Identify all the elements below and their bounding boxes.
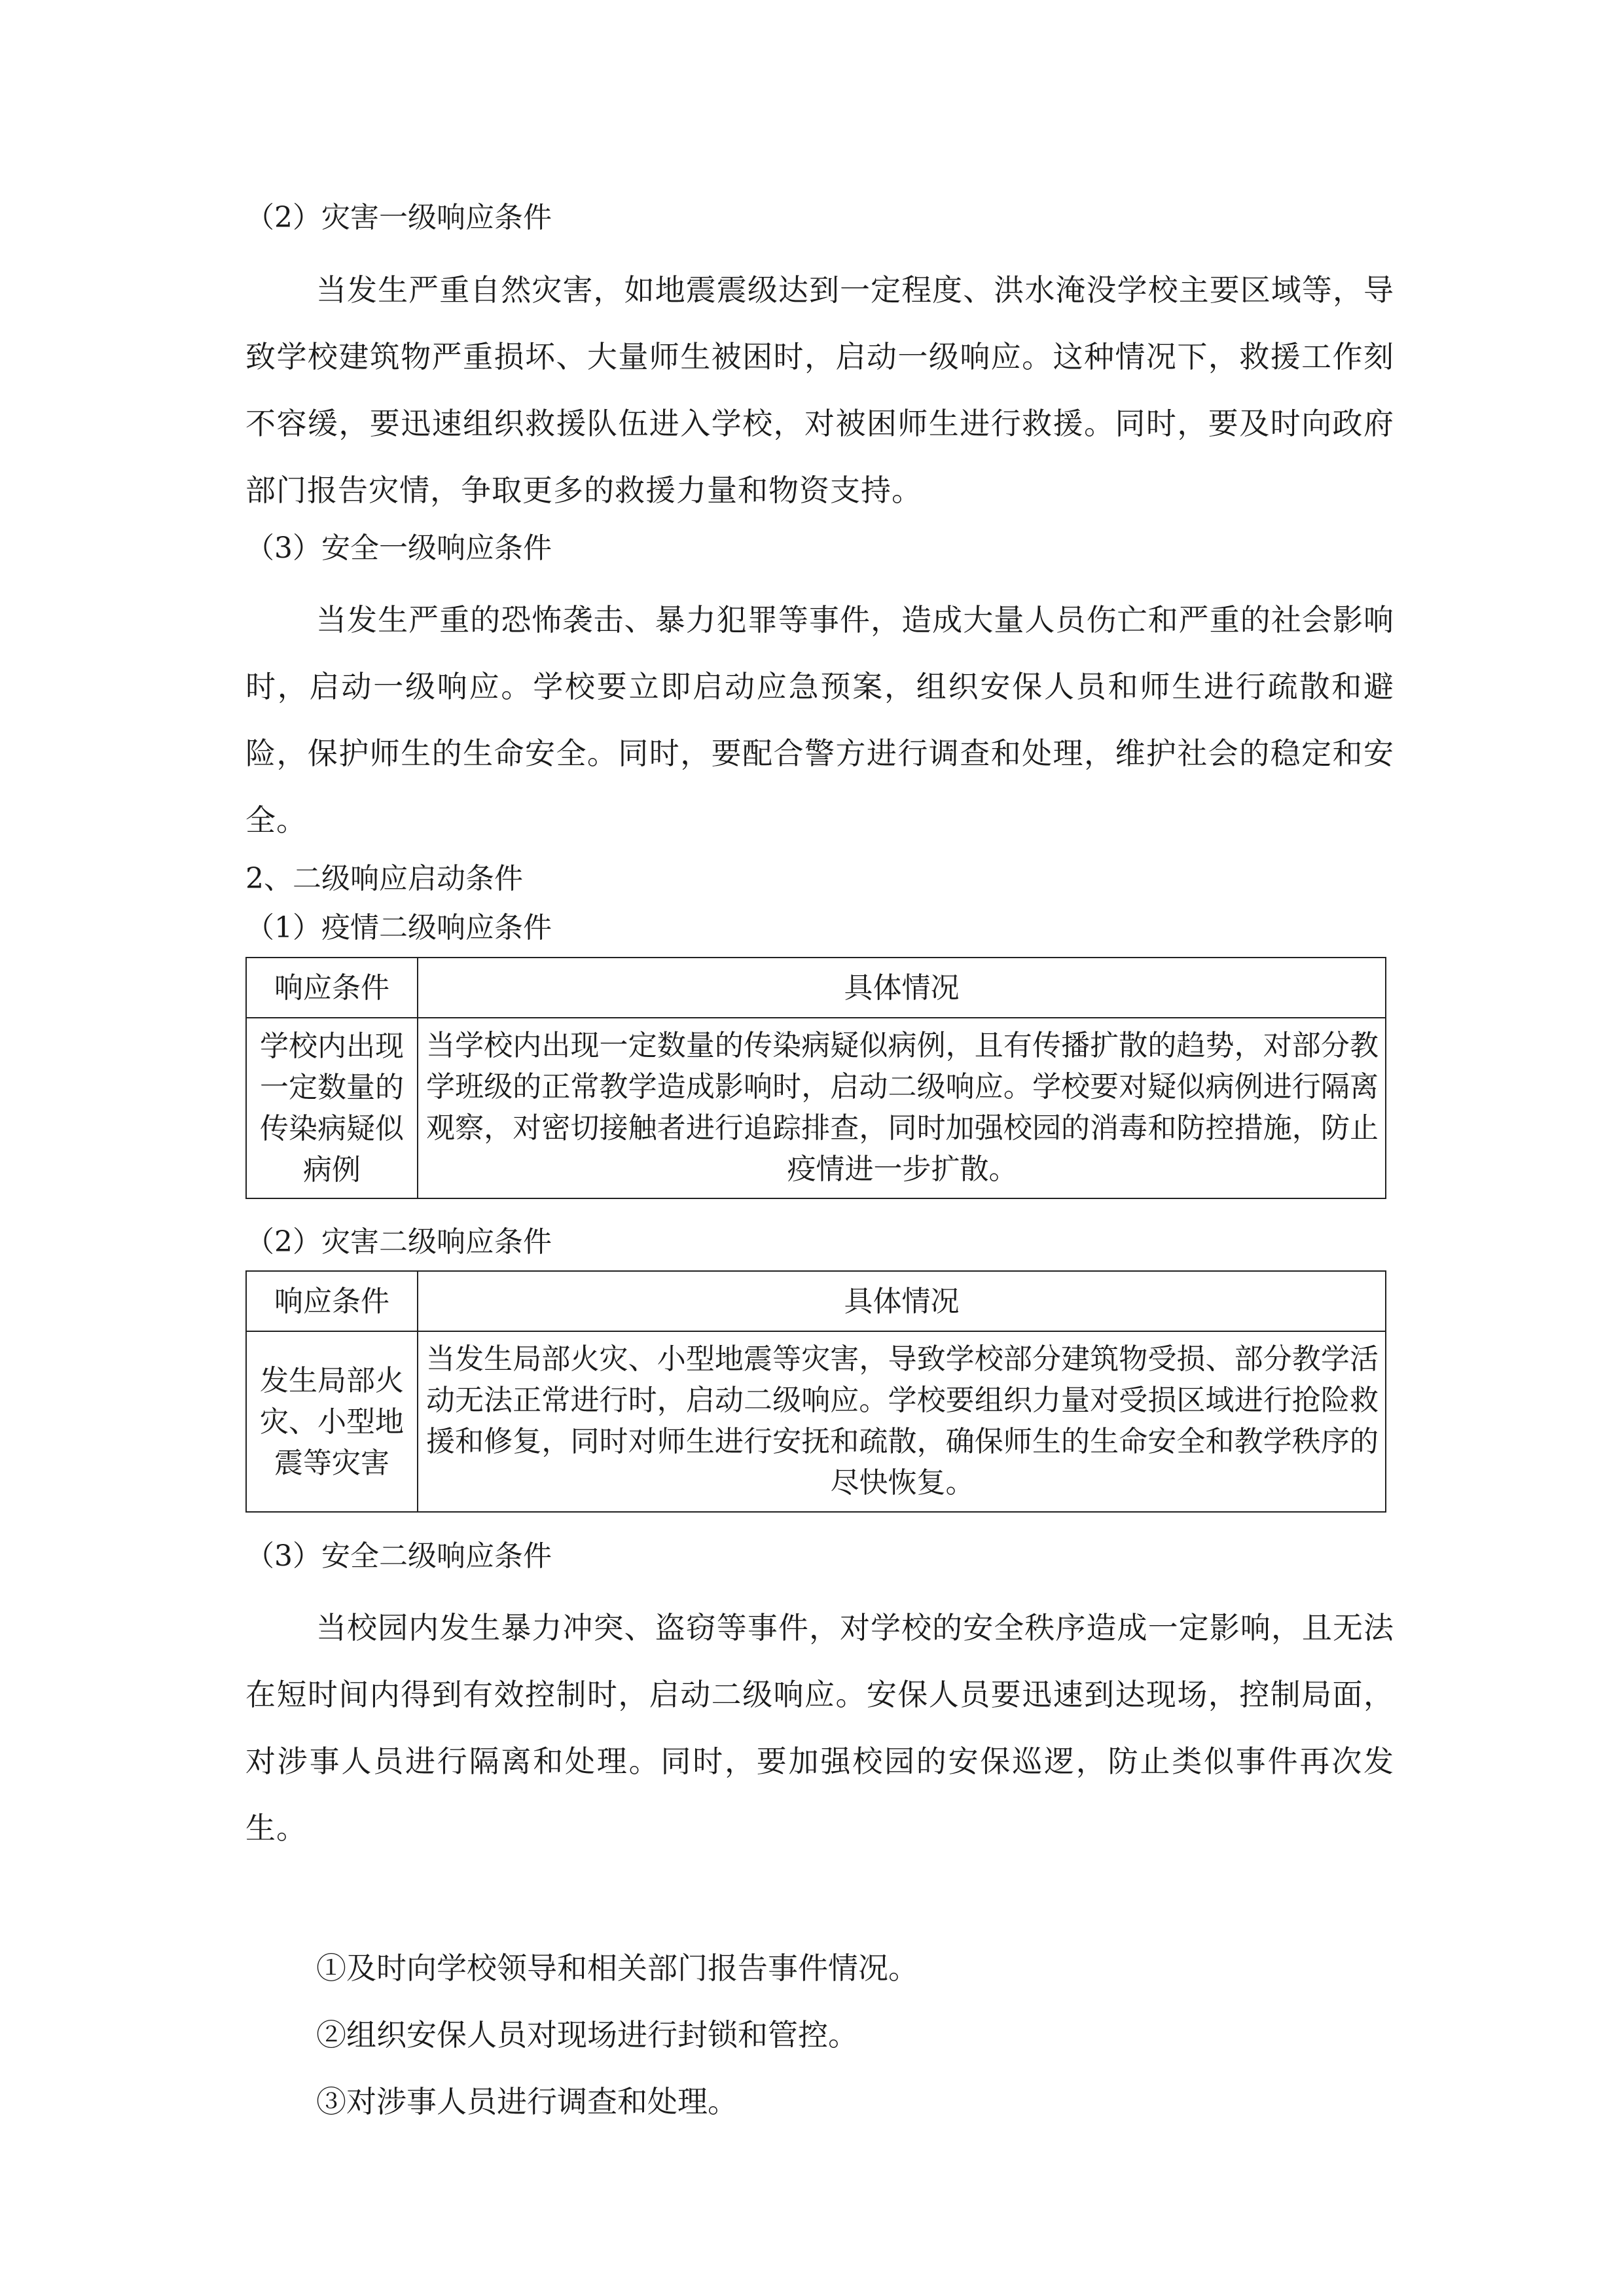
table-cell-condition: 学校内出现一定数量的传染病疑似病例: [246, 1018, 418, 1198]
paragraph-security-level2: 当校园内发生暴力冲突、盗窃等事件，对学校的安全秩序造成一定影响，且无法在短时间内得到有效控制时，启动二级响应。安保人员要迅速到达现场，控制局面，对涉事人员进行隔离和处理。同时，要加强校园的安保巡逻，防止类似事件再次发生。: [245, 1610, 1394, 1846]
table-cell-detail: 当学校内出现一定数量的传染病疑似病例，且有传播扩散的趋势，对部分教学班级的正常教学造成影响时，启动二级响应。学校要对疑似病例进行隔离观察，对密切接触者进行追踪排查，同时加强校园的消毒和防控措施，防止疫情进一步扩散。: [418, 1018, 1386, 1198]
table-header-row: [246, 1271, 1386, 1331]
heading-security-level2: （3）安全二级响应条件: [245, 1539, 552, 1573]
table-row: [246, 1331, 1386, 1512]
paragraph-security-level1: 当发生严重的恐怖袭击、暴力犯罪等事件，造成大量人员伤亡和严重的社会影响时，启动一级响应。学校要立即启动应急预案，组织安保人员和师生进行疏散和避险，保护师生的生命安全。同时，要配合警方进行调查和处理，维护社会的稳定和安全。: [245, 602, 1394, 838]
heading-disaster-level1: （2）灾害一级响应条件: [245, 201, 552, 234]
table-header-detail: 具体情况: [418, 1271, 1386, 1331]
table-header-detail: 具体情况: [418, 958, 1386, 1018]
response-step-3: ③对涉事人员进行调查和处理。: [316, 2084, 738, 2119]
heading-security-level1: （3）安全一级响应条件: [245, 531, 552, 565]
paragraph-disaster-level1: 当发生严重自然灾害，如地震震级达到一定程度、洪水淹没学校主要区域等，导致学校建筑物严重损坏、大量师生被困时，启动一级响应。这种情况下，救援工作刻不容缓，要迅速组织救援队伍进入学校，对被困师生进行救援。同时，要及时向政府部门报告灾情，争取更多的救援力量和物资支持。: [245, 272, 1394, 508]
response-step-1: ①及时向学校领导和相关部门报告事件情况。: [316, 1950, 918, 1986]
table-row: [246, 1018, 1386, 1198]
section-title-level2: 2、二级响应启动条件: [245, 862, 523, 895]
disaster-level2-table: [245, 1270, 1386, 1513]
table-cell-detail: 当发生局部火灾、小型地震等灾害，导致学校部分建筑物受损、部分教学活动无法正常进行时，启动二级响应。学校要组织力量对受损区域进行抢险救援和修复，同时对师生进行安抚和疏散，确保师生的生命安全和教学秩序的尽快恢复。: [418, 1331, 1386, 1512]
heading-disaster-level2: （2）灾害二级响应条件: [245, 1225, 552, 1259]
table-header-condition: 响应条件: [246, 958, 418, 1018]
response-step-2: ②组织安保人员对现场进行封锁和管控。: [316, 2017, 858, 2053]
table-header-condition: 响应条件: [246, 1271, 418, 1331]
table-header-row: [246, 958, 1386, 1018]
heading-epidemic-level2: （1）疫情二级响应条件: [245, 911, 552, 944]
epidemic-level2-table: [245, 957, 1386, 1199]
table-cell-condition: 发生局部火灾、小型地震等灾害: [246, 1331, 418, 1512]
